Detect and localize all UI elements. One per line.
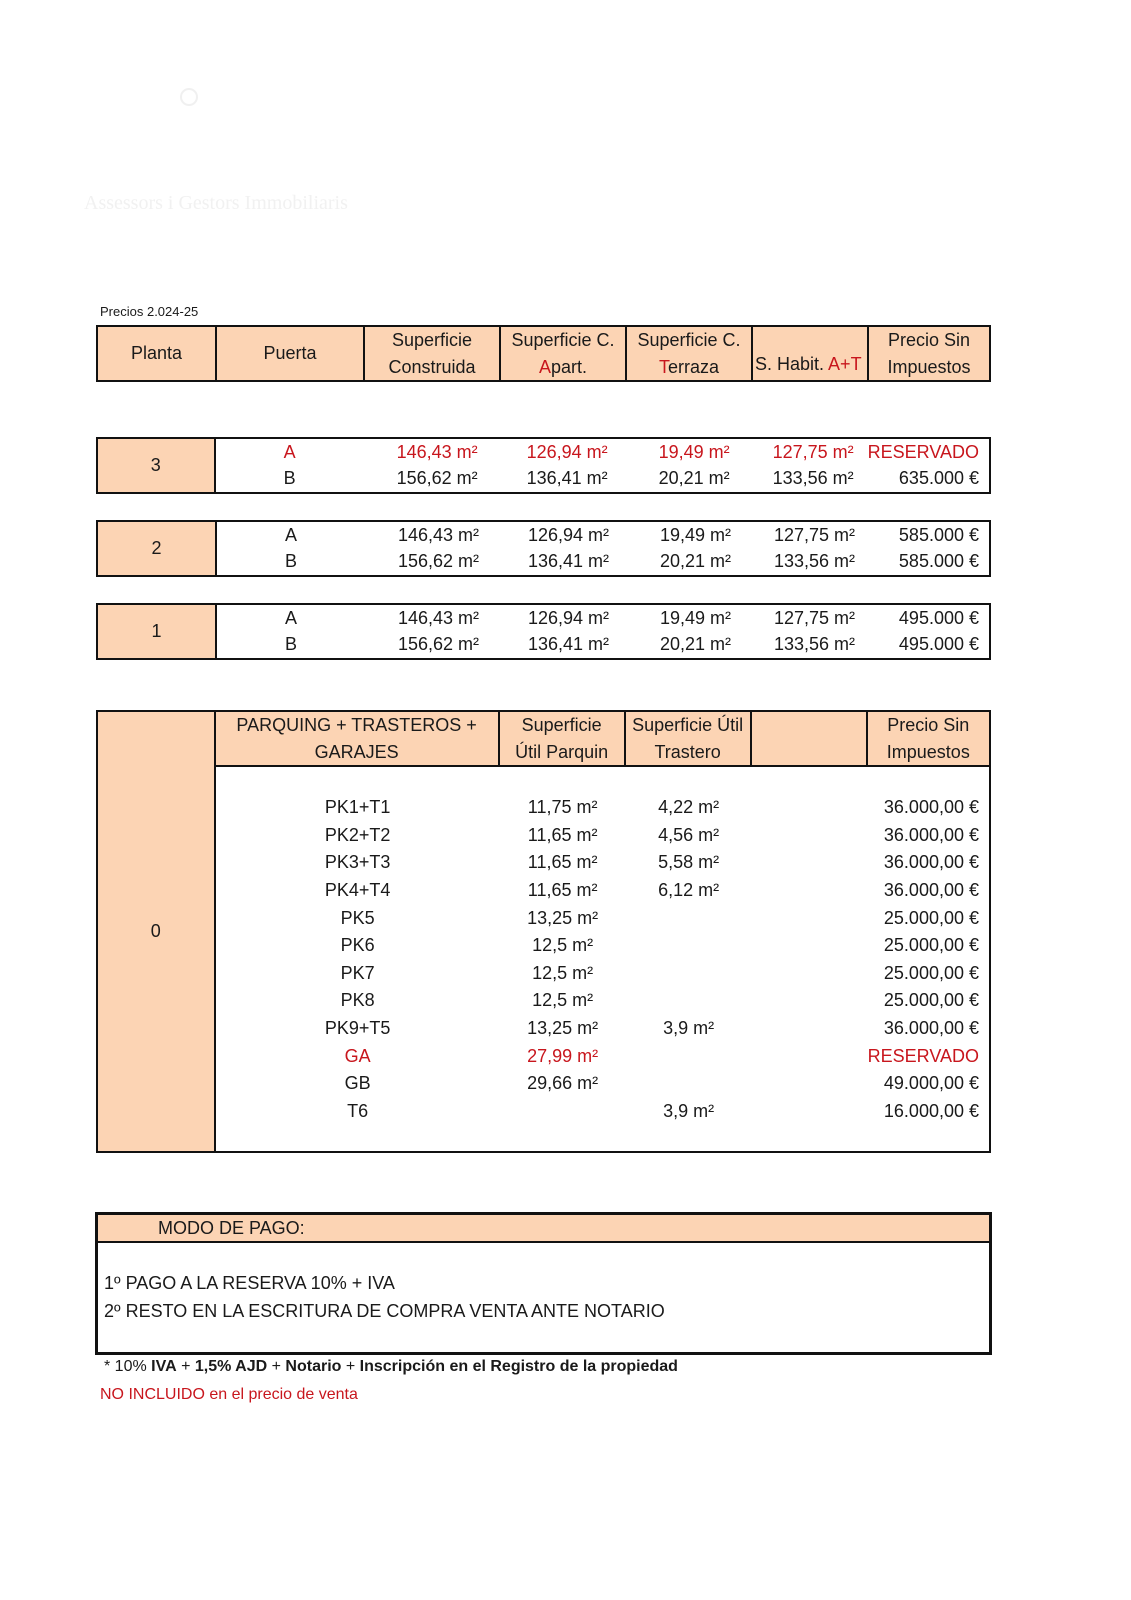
col-planta: Planta [98,327,217,380]
parquin-area: 11,65 m² [527,880,598,901]
floor-label: 3 [98,439,216,492]
payment-line-1: 1º PAGO A LA RESERVA 10% + IVA [104,1273,395,1293]
price: 49.000,00 € [883,1073,979,1094]
parking-name: PK8 [340,990,375,1011]
logo-circle-icon [180,88,198,106]
table-row [216,1042,989,1070]
price: 36.000,00 € [883,880,979,901]
parking-name: PK6 [340,935,375,956]
trastero-area: 5,58 m² [658,852,720,873]
parquin-area: 11,75 m² [527,797,598,818]
col-sup-terraza: Superficie C. Terraza [627,327,753,380]
parking-name: GA [344,1045,371,1066]
parking-name: PK3+T3 [324,852,391,873]
col-precio: Precio Sin Impuestos [886,714,970,762]
parquin-area: 27,99 m² [527,1045,599,1066]
price: 36.000,00 € [883,1018,979,1039]
floor-label: 1 [98,605,217,658]
parking-name: T6 [347,1100,369,1121]
company-tagline: Assessors i Gestors Immobiliaris [84,192,348,214]
floor-block-2 [96,520,991,577]
trastero-area: 6,12 m² [658,880,720,901]
price: 36.000,00 € [883,824,979,845]
parking-name: PK1+T1 [324,797,391,818]
parking-list [216,767,989,1125]
parking-name: GB [344,1073,371,1094]
table-row [216,932,989,960]
col-puerta: Puerta [217,327,365,380]
parking-block [96,710,991,1153]
parquin-area: 11,65 m² [527,824,598,845]
table-row [216,1015,989,1043]
parking-name: PK5 [340,907,375,928]
parking-name: PK7 [340,962,375,983]
parking-header [216,712,989,767]
table-row [216,960,989,988]
parquin-area: 13,25 m² [527,907,599,928]
floor-block-3 [96,437,991,494]
table-row: A 146,43 m² 126,94 m² 19,49 m² 127,75 m² 585.000 € [284,524,979,545]
table-row [216,1070,989,1098]
payment-title: MODO DE PAGO: [98,1215,989,1243]
col-precio: Precio Sin Impuestos [887,329,971,377]
col-sup-trastero: Superficie Útil Trastero [626,712,752,765]
not-included-note: NO INCLUIDO en el precio de venta [100,1386,358,1403]
trastero-area: 4,22 m² [658,797,720,818]
table-row [216,794,989,822]
table-row [216,987,989,1015]
col-habit: S. Habit. A+T [753,327,869,380]
table-row [216,1098,989,1126]
price: RESERVADO [867,1045,979,1066]
table-row [216,904,989,932]
payment-line-2: 2º RESTO EN LA ESCRITURA DE COMPRA VENTA ANTE NOTARIO [104,1301,665,1321]
parquin-area: 12,5 m² [532,935,594,956]
price: 36.000,00 € [883,852,979,873]
parking-name: PK2+T2 [324,824,391,845]
floor-label: 0 [98,712,216,1151]
price: 25.000,00 € [883,962,979,983]
table-row: B 156,62 m² 136,41 m² 20,21 m² 133,56 m² 635.000 € [283,468,979,489]
table-row: B 156,62 m² 136,41 m² 20,21 m² 133,56 m² 495.000 € [284,634,979,655]
tax-footnote: * 10% IVA + 1,5% AJD + Notario + Inscripción en el Registro de la propiedad [104,1358,678,1375]
col-sup-construida: Superficie Construida [365,327,501,380]
col-empty [752,712,868,765]
price: 25.000,00 € [883,935,979,956]
price: 36.000,00 € [883,797,979,818]
parquin-area: 29,66 m² [527,1073,599,1094]
price-caption: Precios 2.024-25 [100,304,199,319]
price: 25.000,00 € [883,990,979,1011]
payment-box [95,1212,992,1355]
table-row [216,877,989,905]
table-row [216,849,989,877]
status-badge: RESERVADO [867,441,979,462]
price: 16.000,00 € [883,1100,979,1121]
parquin-area: 11,65 m² [527,852,598,873]
parquin-area: 13,25 m² [527,1018,599,1039]
price: 25.000,00 € [883,907,979,928]
col-parking-name: PARQUING + TRASTEROS + GARAJES [216,712,500,765]
parquin-area: 12,5 m² [532,990,594,1011]
table-row [216,822,989,850]
col-sup-parquin: Superficie Útil Parquin [500,712,626,765]
parking-name: PK9+T5 [324,1018,391,1039]
trastero-area: 3,9 m² [663,1100,715,1121]
col-sup-apart: Superficie C. Apart. [501,327,627,380]
table-row: B 156,62 m² 136,41 m² 20,21 m² 133,56 m² 585.000 € [284,551,979,572]
parquin-area: 12,5 m² [532,962,594,983]
table-row: A 146,43 m² 126,94 m² 19,49 m² 127,75 m² 495.000 € [284,607,979,628]
table-row: A 146,43 m² 126,94 m² 19,49 m² 127,75 m² RESERVADO [216,439,989,466]
parking-name: PK4+T4 [324,880,391,901]
trastero-area: 4,56 m² [658,824,720,845]
floor-block-1 [96,603,991,660]
floor-label: 2 [98,522,217,575]
trastero-area: 3,9 m² [663,1018,715,1039]
price-table-header [96,325,991,382]
